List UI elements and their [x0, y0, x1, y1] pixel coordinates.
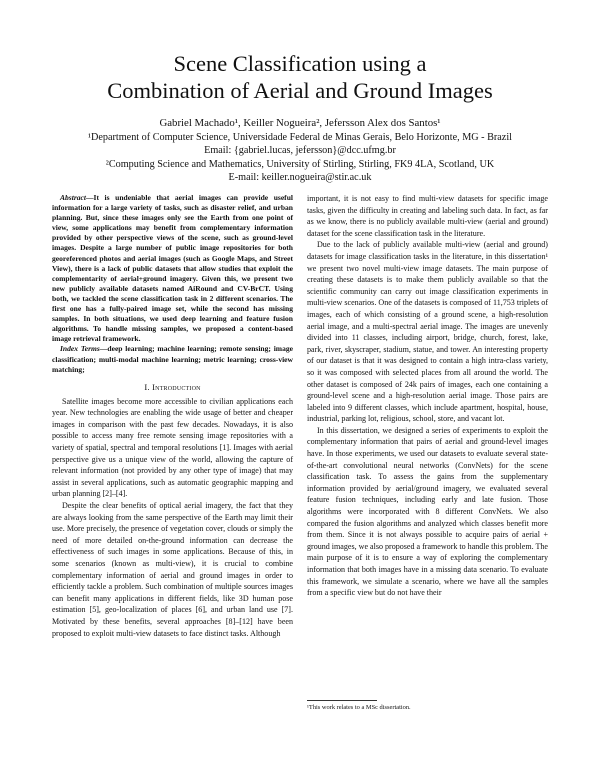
abstract [52, 193, 293, 344]
affiliation-2: ²Computing Science and Mathematics, University of Stirling, Stirling, FK9 4LA, Scotland, UK [105, 158, 495, 170]
paper-title [40, 50, 560, 104]
section-heading-introduction [52, 381, 293, 393]
section-title: Introduction [152, 381, 201, 392]
footnote-divider [307, 700, 377, 701]
author-names: Gabriel Machado¹, Keiller Nogueira², Jefersson Alex dos Santos¹ [159, 117, 441, 129]
footnote: ¹This work relates to a MSc dissertation. [307, 704, 411, 711]
intro-paragraph-2: Despite the clear benefits of optical aerial imagery, the fact that they are always looking from the same perspective of the Earth may limit their use. More precisely, the presence of vegetation cover, clouds or simply the need of more detailed on-the-ground information can decrease the effectiveness of such images in some applications. Because of this, in some scenarios (known as multi-view), it is crucial to combine complementary information of aerial and ground images in order to efficiently tackle a problem. Such combination of multiple sources images can benefit many applications in different fields, like 3D human pose estimation [5], geo-localization of places [6], and urban land use [7]. Motivated by these benefits, several approaches [8]–[12] have been proposed to exploit multi-view datasets to face distinct tasks. Although [52, 501, 293, 638]
title-line-1: Scene Classification using a [173, 51, 427, 76]
affiliation-1: ¹Department of Computer Science, Universidade Federal de Minas Gerais, Belo Horizonte, MG - Brazil [87, 131, 512, 143]
intro-paragraph-4: Due to the lack of publicly available multi-view (aerial and ground) datasets for image classification tasks in the literature, in this dissertation¹ we present two novel multi-view image datasets. The main purpose of creating these datasets is to make them publicly available so that the scientific community can carry out image classification experiments in multi-view scenarios. One of the datasets is composed of 11,753 triplets of images, each of which consisting of a ground scene, a high-resolution aerial image, and a multi-spectral aerial image. The images are unevenly divided into 11 classes, including airport, bridge, church, forest, lake, park, river, skyscraper, stadium, statue, and tower. An interesting property of our dataset is that it was designed to contain a high intra-class variety, so it was composed with selected places from all around the world. The other dataset is composed of 24k pairs of images, each one containing a ground-level scene and a high-resolution aerial image. Those pairs are labeled into 9 different classes, which include apartment, hospital, house, industrial, parking lot, religious, school, store, and vacant lot. [307, 240, 548, 424]
intro-paragraph-3: important, it is not easy to find multi-view datasets for specific image tasks, given the difficulty in creating and labeling such data. In fact, as far as we know, there is no publicly available multi-view (aerial and ground) dataset for the scene classification task in the literature. [307, 194, 548, 238]
section-numeral: I. [144, 381, 150, 392]
left-column [52, 193, 293, 639]
index-terms-text: —deep learning; machine learning; remote sensing; image classification; multi-modal machine learning; metric learning; cross-view matching; [52, 344, 293, 374]
email-2: E-mail: keiller.nogueira@stir.ac.uk [228, 172, 372, 184]
intro-paragraph-1: Satellite images become more accessible to civilian applications each year. New technologies are enabling the wide usage of better and cheaper images in comparison with the past few decades. Nowadays, it is also possible to access many free remote sensing image repositories with a variety of spatial, spectral and temporal resolutions [1]. Images with aerial perspective give us a unique view of the world, allowing the capture of relevant information (not provided by any other type of image) that may assist in several applications, such as automatic geographic mapping and urban planning [2]–[4]. [52, 396, 293, 499]
index-terms-label: Index Terms [60, 344, 100, 354]
title-line-2: Combination of Aerial and Ground Images [107, 78, 493, 103]
email-1: Email: {gabriel.lucas, jefersson}@dcc.ufmg.br [204, 145, 396, 157]
index-terms [52, 344, 293, 374]
intro-paragraph-5: In this dissertation, we designed a series of experiments to exploit the complementary information that pairs of aerial and ground-level images have. In those experiments, we used our datasets to evaluate several state-of-the-art convolutional neural networks (ConvNets) for the scene classification task. To assess the gains from the supplementary information provided by aerial/ground imagery, we evaluated several feature fusion techniques, including early and late fusion. Those algorithms were incorporated with 8 different ConvNets. We also compared the fusion algorithms and analyzed which classes benefit more from them. Since it is not always possible to acquire pairs of aerial + ground images, we also proposed a framework to handle this problem. The main purpose of it is to ensure a way of exploring the complementary information that both images have in a missing data scenario. To evaluate this framework, we simulate a scenario, where we have all the samples from a specific view but do not have their [307, 425, 548, 598]
author-block [40, 117, 560, 185]
abstract-label: Abstract [60, 193, 86, 202]
right-column [307, 193, 548, 599]
abstract-text: —It is undeniable that aerial images can provide useful information for a large variety of tasks, such as disaster relief, and urban planning. But, since these images only see the Earth from one point of view, some applications may benefit from complementary information provided by other perspective views of the scene, such as ground-level images. Despite a large number of public image repositories for both georeferenced photos and aerial images (such as Google Maps, and Street View), there is a lack of public datasets that allow studies that exploit the complementarity of aerial+ground imagery. Given this, we present two new publicly available datasets named AiRound and CV-BrCT. Using both, we tackled the scene classification task in 2 different scenarios. The first one has a fully-paired image set, while the second has missing samples. In both situations, we used deep learning and feature fusion algorithms. To handle missing samples, we proposed a content-based image retrieval framework. [52, 193, 293, 344]
